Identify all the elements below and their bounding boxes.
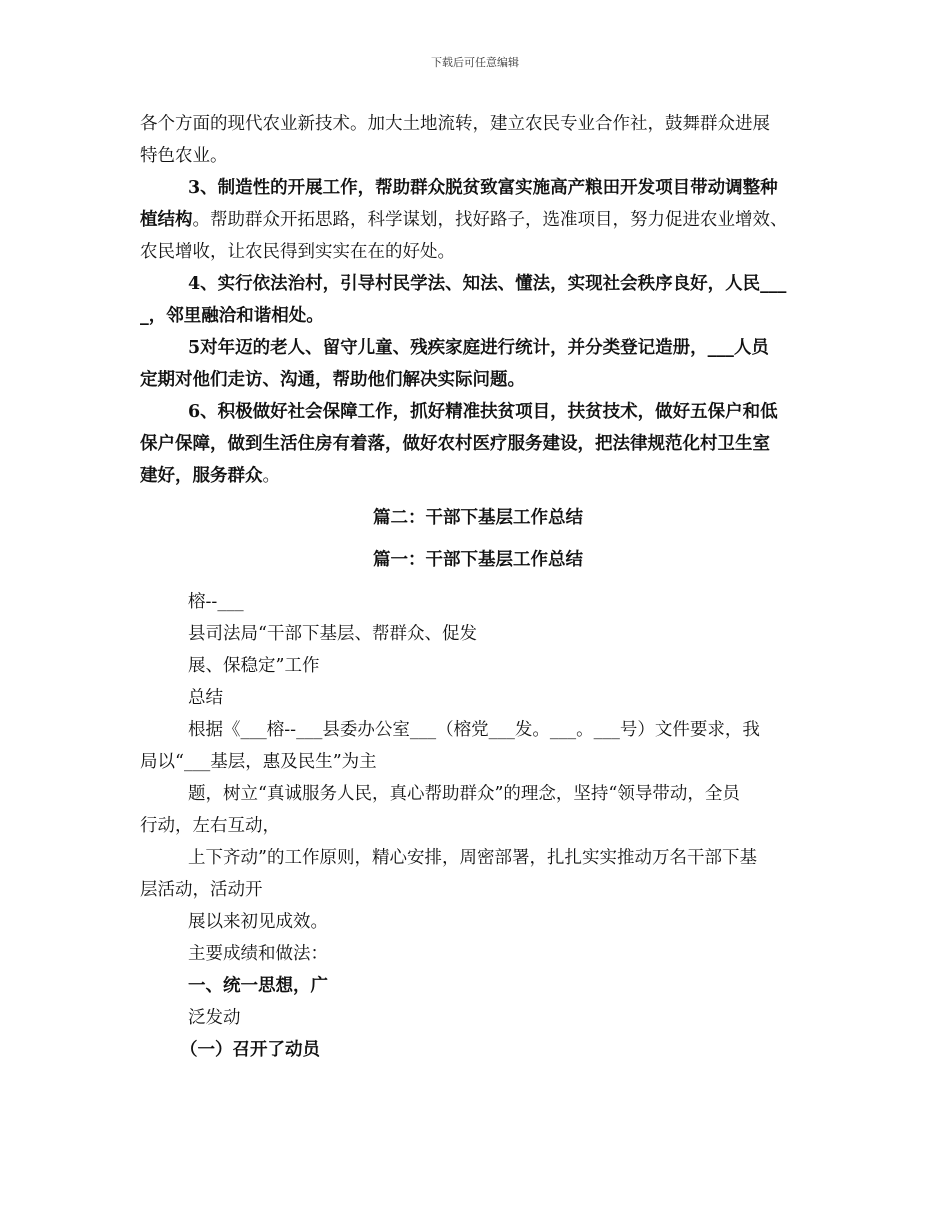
body-line: 展以来初见成效。 bbox=[188, 912, 328, 932]
body-line: 主要成绩和做法： bbox=[188, 944, 328, 964]
para-line: 各个方面的现代农业新技术。加大土地流转，建立农民专业合作社，鼓舞群众进展 bbox=[140, 114, 770, 134]
page-header: 下载后可任意编辑 bbox=[431, 56, 519, 69]
body-line: 榕--___ bbox=[188, 592, 244, 612]
subheading: （一）召开了动员 bbox=[180, 1040, 320, 1060]
item-3-line: 农民增收，让农民得到实实在在的好处。 bbox=[140, 242, 455, 262]
body-line: 展、保稳定”工作 bbox=[188, 656, 320, 676]
item-5-line: 定期对他们走访、沟通，帮助他们解决实际问题。 bbox=[140, 370, 525, 390]
section-title-2: 篇二：干部下基层工作总结 bbox=[373, 508, 583, 528]
body-line: 根据《___榕--___县委办公室___（榕党___发。___。___号）文件要求，我 bbox=[188, 720, 760, 740]
item-4-line: 4、实行依法治村，引导村民学法、知法、懂法，实现社会秩序良好，人民___ bbox=[188, 274, 787, 294]
document-body bbox=[140, 108, 816, 1066]
body-line: 层活动，活动开 bbox=[140, 880, 263, 900]
item-6-period: 。 bbox=[262, 466, 280, 486]
section-title-1: 篇一：干部下基层工作总结 bbox=[373, 550, 583, 570]
item-3-heading: 3、制造性的开展工作，帮助群众脱贫致富实施高产粮田开发项目带动调整种 bbox=[188, 178, 778, 198]
body-line: 题，树立“真诚服务人民，真心帮助群众”的理念，坚持“领导带动，全员 bbox=[188, 784, 740, 804]
item-3-bold-tail: 植结构 bbox=[140, 210, 193, 230]
item-6-line: 6、积极做好社会保障工作，抓好精准扶贫项目，扶贫技术，做好五保户和低 bbox=[188, 402, 778, 422]
para-line: 特色农业。 bbox=[140, 146, 228, 166]
body-line: 泛发动 bbox=[188, 1008, 241, 1028]
item-6-line bbox=[140, 460, 816, 492]
item-4-line: _，邻里融洽和谐相处。 bbox=[140, 306, 324, 326]
item-6-line: 保户保障，做到生活住房有着落，做好农村医疗服务建设，把法律规范化村卫生室 bbox=[140, 434, 770, 454]
body-line: 总结 bbox=[188, 688, 223, 708]
item-3-line bbox=[140, 204, 816, 236]
item-3-text: 。帮助群众开拓思路，科学谋划，找好路子，选准项目，努力促进农业增效、 bbox=[192, 210, 788, 230]
body-line: 局以“___基层，惠及民生”为主 bbox=[140, 752, 377, 772]
body-line: 县司法局“干部下基层、帮群众、促发 bbox=[188, 624, 477, 644]
item-5-line: 5对年迈的老人、留守儿童、残疾家庭进行统计，并分类登记造册，___人员 bbox=[188, 338, 769, 358]
item-6-bold-end: 建好，服务群众 bbox=[140, 466, 263, 486]
body-line: 上下齐动”的工作原则，精心安排，周密部署，扎扎实实推动万名干部下基 bbox=[188, 848, 757, 868]
heading-one: 一、统一思想，广 bbox=[188, 976, 328, 996]
body-line: 行动，左右互动， bbox=[140, 816, 280, 836]
